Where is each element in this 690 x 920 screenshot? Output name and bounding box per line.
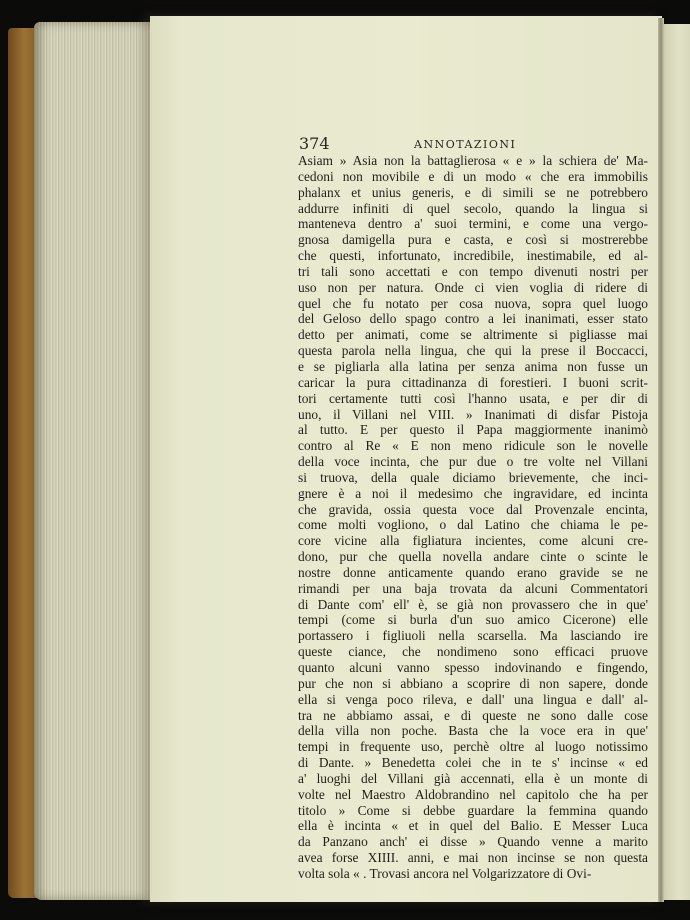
text-line: queste ciance, che nondimeno sono efficaci pruove — [298, 644, 648, 660]
book-cover-right — [662, 24, 690, 900]
page-number: 374 — [299, 134, 330, 153]
text-line: manteneva dentro a' suoi termini, e come una vergo- — [298, 216, 648, 232]
text-line: pur che non si abbiano a scoprire di non sapere, donde — [298, 675, 648, 691]
text-line: dono, pur che quella novella andare cinte o scinte le — [298, 549, 648, 565]
text-line: uso non per natura. Onde ci vien voglia di ridere di — [298, 279, 648, 295]
text-line: phalanx et unius generis, e di simili se ne potrebbero — [298, 184, 648, 200]
page-edges — [34, 22, 160, 900]
book-gutter — [658, 18, 664, 902]
text-line: uno, il Villani nel VIII. » Inanimati di disfar Pistoja — [298, 406, 648, 422]
running-head: ANNOTAZIONI — [414, 138, 517, 151]
text-line: nostre donne anticamente quando erano gravide se ne — [298, 564, 648, 580]
text-line: quanto alcuni vanno spesso indovinando e fingendo, — [298, 660, 648, 675]
text-line: da Panzano anch' ei disse » Quando venne a marito — [298, 834, 648, 850]
text-line: cedoni non movibile e di un modo « che era immobilis — [298, 168, 648, 184]
text-line: tri tali sono accettati e con tempo divenuti nostri per — [298, 263, 648, 279]
text-line: che gravida, ossia questa voce dal Provenzale encinta, — [298, 501, 648, 517]
text-line: ella si venga poco rileva, e dall' una lingua e dall' al- — [298, 691, 648, 707]
text-line: gnosa damigella pura e casta, e così si mostrerebbe — [298, 232, 648, 248]
text-line: che questi, infortunato, incredibile, inestimabile, ed al- — [298, 248, 648, 264]
text-line: volte nel Maestro Aldobrandino nel capitolo che ha per — [298, 786, 648, 802]
text-line: come molti vogliono, o dal Latino che chiama le pe- — [298, 517, 648, 533]
text-line: ella è incinta « et in quel del Balio. E Messer Luca — [298, 818, 648, 834]
text-line: a' luoghi del Villani già accennati, ella è un monte di — [298, 770, 648, 786]
text-line: gnere è a noi il medesimo che ingravidare, ed incinta — [298, 485, 648, 501]
text-line: titolo » Come si debbe guardare la femmina quando — [298, 802, 648, 818]
text-line: si truova, della quale diciamo brievemente, che inci- — [298, 469, 648, 485]
text-line: tori certamente tutti così l'hanno usata, e per dir di — [298, 390, 648, 406]
text-line: di Dante. » Benedetta colei che in te s' incinse « ed — [298, 755, 648, 771]
text-line: portassero i figliuoli nella scarsella. Ma lasciando ire — [298, 628, 648, 644]
text-line: del Geloso dello spago contro a lei inanimati, esser stato — [298, 311, 648, 327]
text-line: caricar la pura cittadinanza di forestieri. I buoni scrit- — [298, 374, 648, 390]
text-line: di Dante com' ell' è, se già non provassero che in que' — [298, 596, 648, 612]
text-line: quel che fu notato per cosa nuova, sopra quel luogo — [298, 295, 648, 311]
text-line: tra ne abbiamo assai, e di queste ne sono dalle cose — [298, 707, 648, 723]
text-line: contro al Re « E non meno ridicule son le novelle — [298, 438, 648, 454]
text-line: e se pigliarla alla latina per senza anima non fusse un — [298, 358, 648, 374]
text-line: rimandi per una baja trovata da alcuni Commentatori — [298, 580, 648, 596]
text-line: tempi in frequente uso, perchè oltre al luogo notissimo — [298, 739, 648, 755]
text-line: addurre infiniti di quel secolo, quando la lingua si — [298, 200, 648, 216]
text-line: avea forse XIIII. anni, e mai non incinse se non questa — [298, 850, 648, 866]
text-line: questa parola nella lingua, che qui la prese il Boccacci, — [298, 343, 648, 359]
text-line: al tutto. E per questo il Papa maggiormente inanimò — [298, 422, 648, 438]
annotation-text — [298, 153, 648, 882]
text-line: della voce incinta, che pur due o tre volte nel Villani — [298, 454, 648, 470]
text-line: della villa non poche. Basta che la voce era in que' — [298, 723, 648, 739]
text-line: Asiam » Asia non la battaglierosa « e » la schiera de' Ma- — [298, 153, 648, 168]
text-line: tempi (come si burla d'un suo amico Cicerone) elle — [298, 612, 648, 628]
text-line: detto per animati, come se altrimente si pigliasse mai — [298, 327, 648, 343]
text-line: core vicine alla figliatura incientes, come alcuni cre- — [298, 533, 648, 549]
text-line: volta sola « . Trovasi ancora nel Volgarizzatore di Ovi- — [298, 865, 592, 881]
